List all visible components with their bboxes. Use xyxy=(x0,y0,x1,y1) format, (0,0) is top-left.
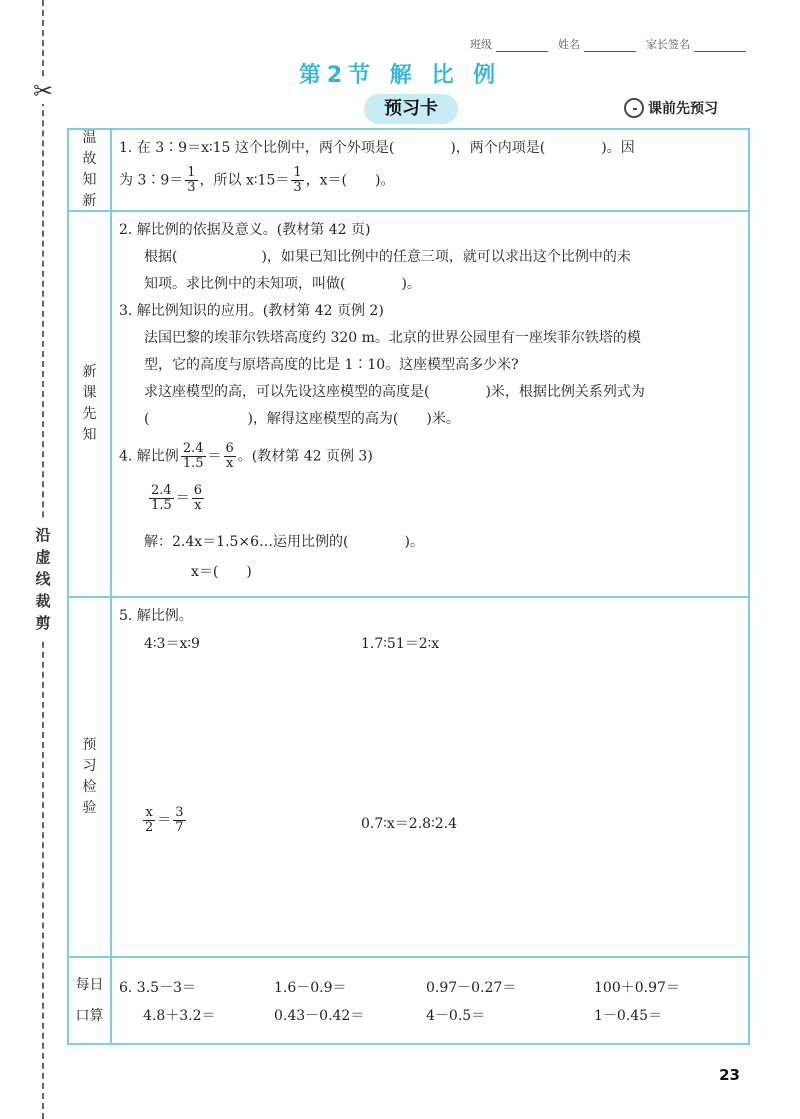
clock-icon xyxy=(624,98,644,118)
fraction: $\frac{2.4}{1.5}$ xyxy=(182,441,204,471)
problem-3: $\frac{x}{2}$ ＝ $\frac{3}{7}$ xyxy=(145,805,184,835)
page-number: 23 xyxy=(719,1066,740,1084)
math-item: 0.97－0.27＝ xyxy=(426,980,517,996)
math-item: 1－0.45＝ xyxy=(594,1008,663,1024)
math-item: 4－0.5＝ xyxy=(426,1008,486,1024)
question-1-line1: 1. 在 3∶9＝x∶15 这个比例中，两个外项是( )，两个内项是( )。因 xyxy=(119,140,635,156)
cut-instruction xyxy=(30,520,56,638)
fraction: $\frac{1}{3}$ xyxy=(187,165,196,195)
fraction: $\frac{2.4}{1.5}$ xyxy=(151,483,172,513)
new-knowledge-row xyxy=(69,210,748,596)
parent-signature-label: 家长签名 xyxy=(646,38,690,51)
preview-check-row xyxy=(69,596,748,956)
question-3-line2: 型，它的高度与原塔高度的比是 1∶10。这座模型高多少米? xyxy=(144,357,519,373)
scissors-icon: ✂ xyxy=(30,78,56,104)
cut-instruction-text: 沿虚线裁剪 xyxy=(35,526,51,632)
student-info xyxy=(470,36,752,52)
math-item: 100＋0.97＝ xyxy=(594,980,680,996)
preview-tag xyxy=(624,98,718,118)
problem-4: 0.7∶x＝2.8∶2.4 xyxy=(361,816,457,832)
math-item: 6. 3.5－3＝ xyxy=(119,980,196,996)
question-3-line1: 法国巴黎的埃菲尔铁塔高度约 320 m。北京的世界公园里有一座埃菲尔铁塔的模 xyxy=(144,330,641,346)
math-item: 0.43－0.42＝ xyxy=(274,1008,365,1024)
daily-math-label: 每日 口算 xyxy=(69,958,112,1043)
fraction: $\frac{6}{x}$ xyxy=(193,483,202,513)
name-label: 姓名 xyxy=(558,38,580,51)
question-4-solve: 解：2.4x＝1.5×6…运用比例的( )。 xyxy=(144,534,424,550)
question-3-title: 3. 解比例知识的应用。(教材第 42 页例 2) xyxy=(119,303,384,319)
question-4-step: $\frac{2.4}{1.5}$ ＝ $\frac{6}{x}$ xyxy=(151,483,202,513)
class-blank[interactable] xyxy=(496,36,548,52)
name-blank[interactable] xyxy=(584,36,636,52)
question-1-line2: 为 3∶9＝ $\frac{1}{3}$ ，所以 x∶15＝ $\frac{1}{3}$ ，x＝( )。 xyxy=(119,165,395,195)
question-2-title: 2. 解比例的依据及意义。(教材第 42 页) xyxy=(119,222,371,238)
section-title: 第2节 解 比 例 xyxy=(298,63,502,88)
question-4-answer: x＝( ) xyxy=(191,564,252,580)
problem-1: 4∶3＝x∶9 xyxy=(144,636,200,652)
problem-2: 1.7∶51＝2∶x xyxy=(361,636,440,652)
class-label: 班级 xyxy=(470,38,492,51)
math-item: 1.6－0.9＝ xyxy=(274,980,347,996)
question-3-line3: 求这座模型的高，可以先设这座模型的高度是( )米，根据比例关系列式为 xyxy=(144,384,645,400)
preview-check-label: 预习检验 xyxy=(69,598,112,956)
card-title: 预习卡 xyxy=(364,94,458,124)
fraction: $\frac{x}{2}$ xyxy=(145,805,154,835)
review-label: 温故知新 xyxy=(69,130,112,210)
question-4-title: 4. 解比例 $\frac{2.4}{1.5}$ ＝ $\frac{6}{x}$ 。(教材第 42 页例 3) xyxy=(119,441,373,471)
question-2-line2: 知项。求比例中的未知项，叫做( )。 xyxy=(144,276,421,292)
preview-tag-text: 课前先预习 xyxy=(648,101,718,117)
fraction: $\frac{3}{7}$ xyxy=(175,805,184,835)
fraction: $\frac{1}{3}$ xyxy=(293,165,302,195)
review-row xyxy=(69,130,748,210)
daily-math-row xyxy=(69,956,748,1043)
math-item: 4.8＋3.2＝ xyxy=(143,1008,216,1024)
parent-signature-blank[interactable] xyxy=(694,36,746,52)
question-2-line1: 根据( )，如果已知比例中的任意三项，就可以求出这个比例中的未 xyxy=(144,249,631,265)
question-3-line4: ( )，解得这座模型的高为( )米。 xyxy=(144,411,460,427)
worksheet-table xyxy=(67,128,750,1045)
new-knowledge-label: 新课先知 xyxy=(69,212,112,596)
question-5-title: 5. 解比例。 xyxy=(119,608,193,624)
fraction: $\frac{6}{x}$ xyxy=(225,441,234,471)
